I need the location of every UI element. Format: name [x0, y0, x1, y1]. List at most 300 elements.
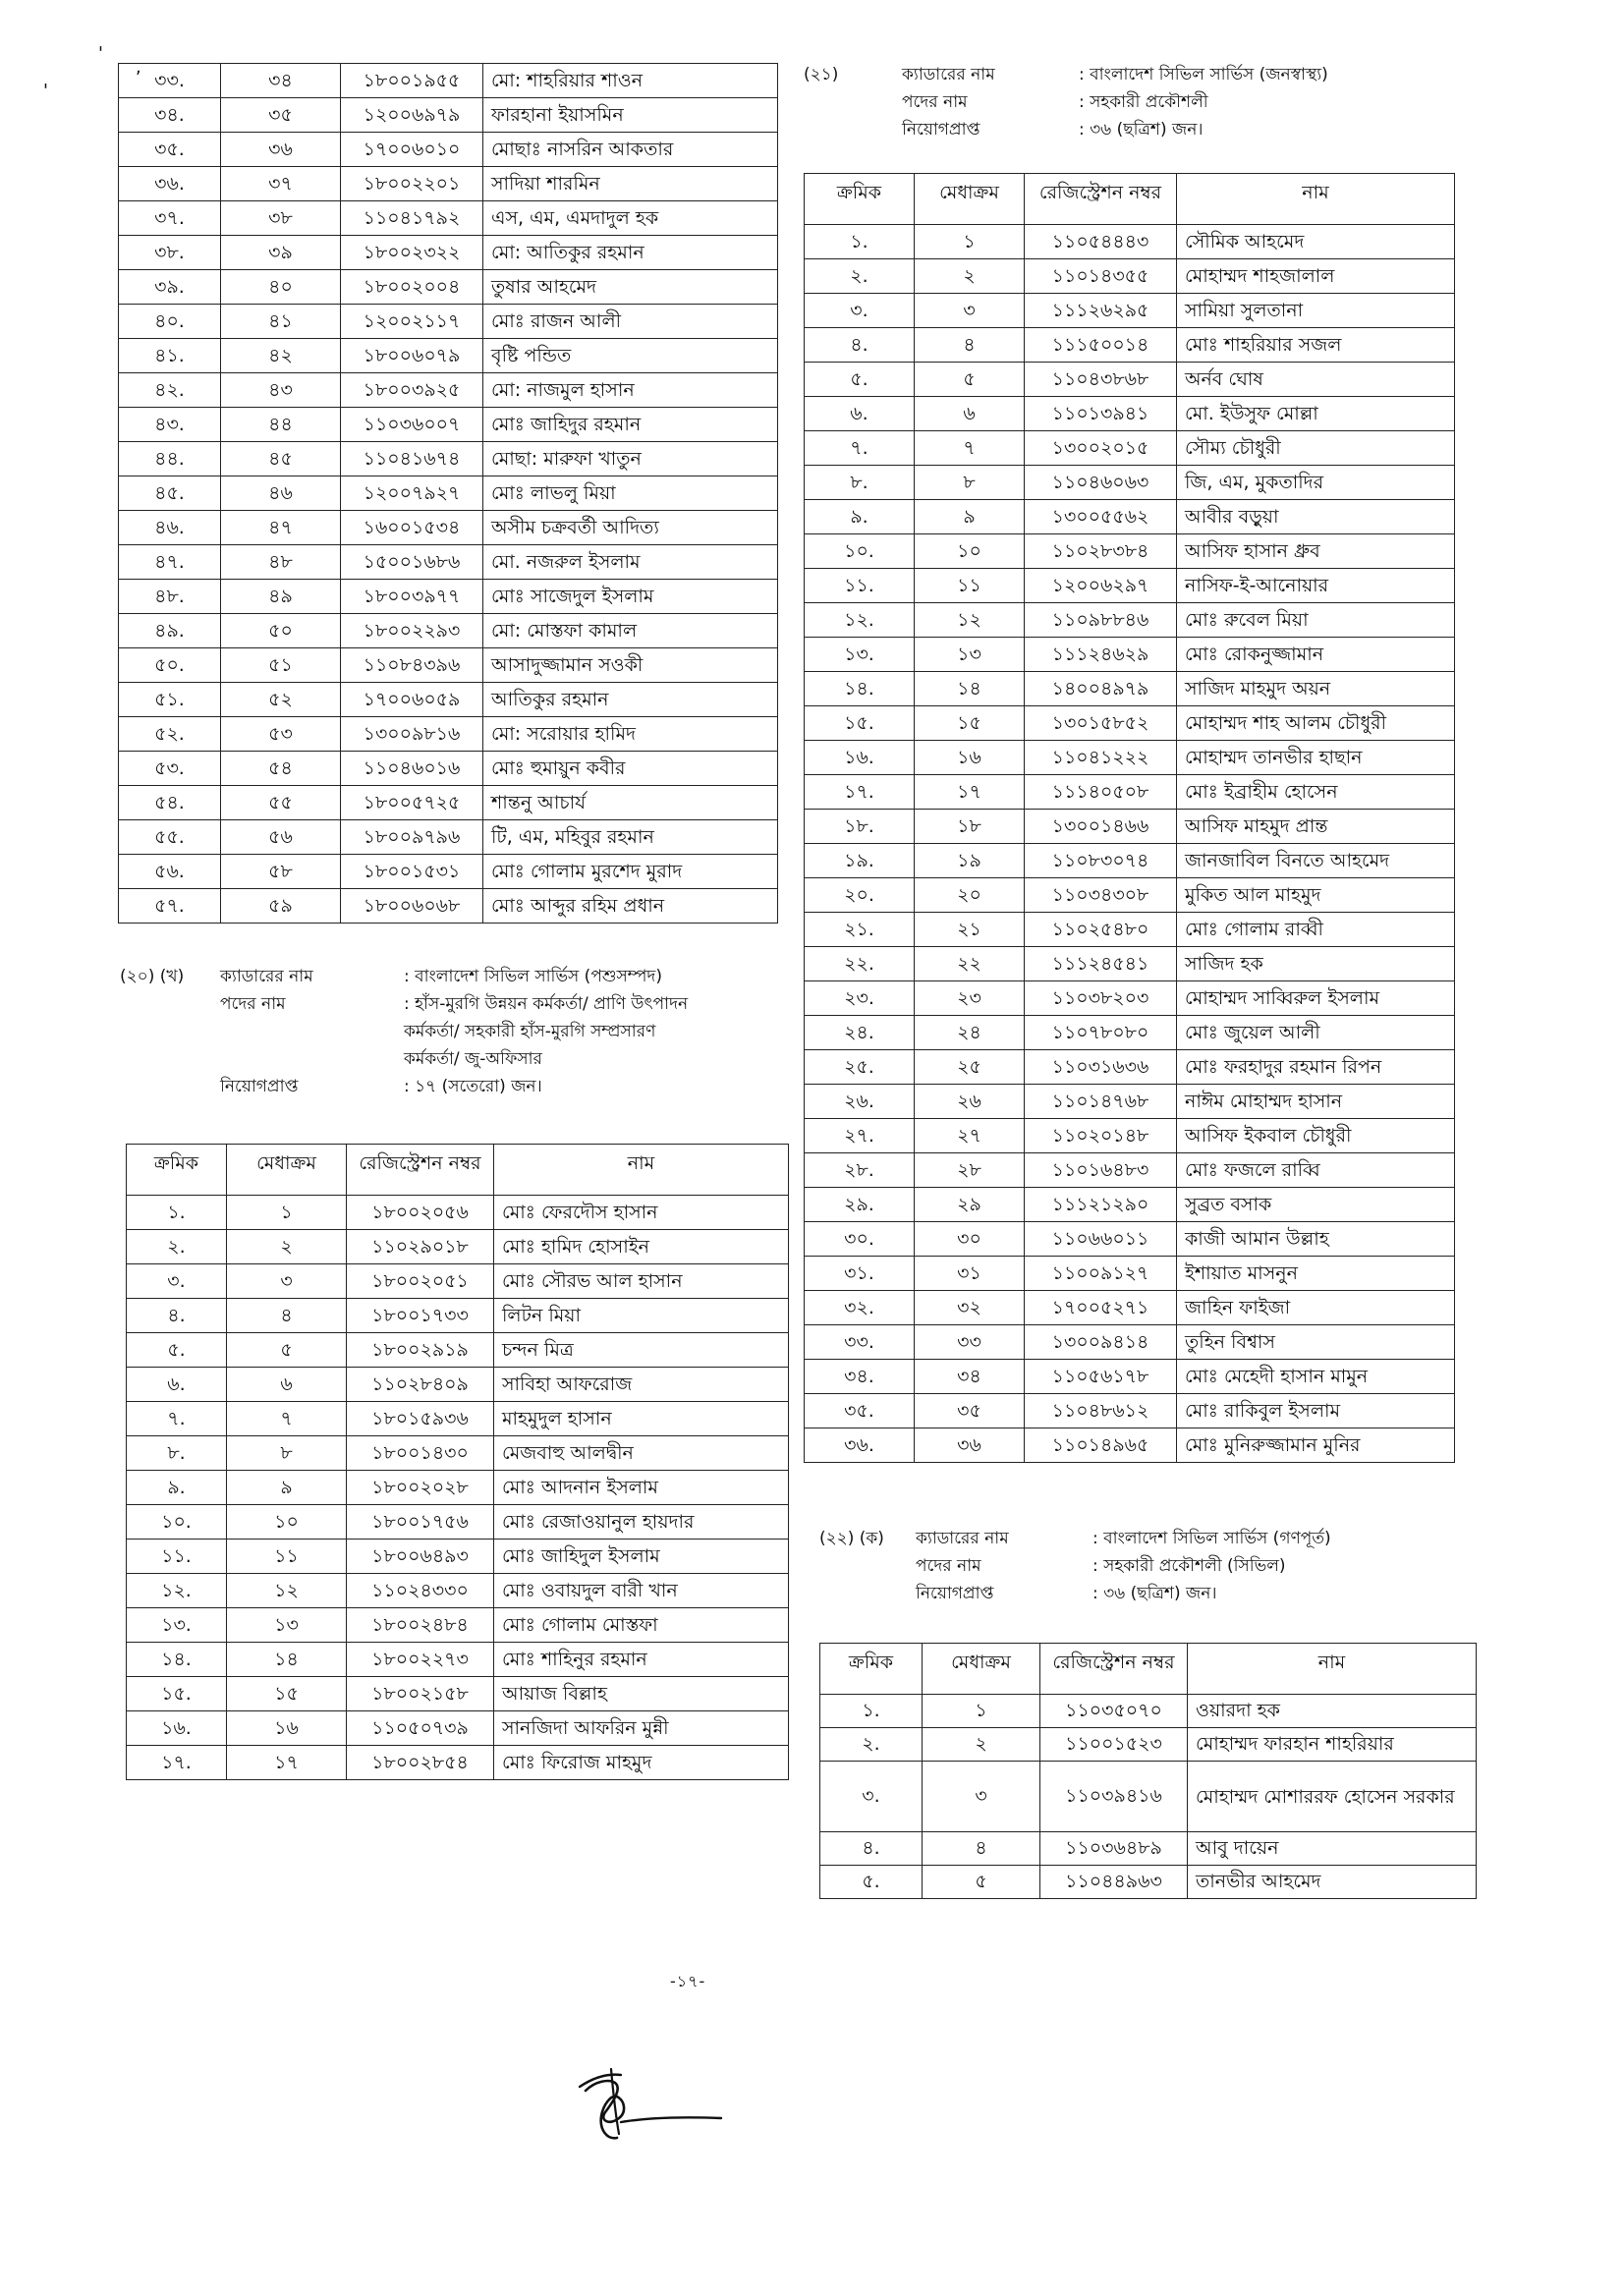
name-cell: আয়াজ বিল্লাহ — [494, 1677, 789, 1711]
serial-cell: ৩৬. — [119, 167, 221, 201]
serial-cell: ৮. — [805, 466, 915, 500]
merit-cell: ১২ — [227, 1574, 347, 1608]
serial-cell: ২৩. — [805, 981, 915, 1016]
serial-cell: ২৮. — [805, 1153, 915, 1188]
merit-cell: ৭ — [227, 1402, 347, 1436]
name-cell: মোহাম্মদ শাহজালাল — [1177, 259, 1455, 294]
registration-cell: ১৪০০৪৯৭৯ — [1025, 672, 1177, 706]
value-cadre: : বাংলাদেশ সিভিল সার্ভিস (পশুসম্পদ) — [404, 967, 662, 986]
name-cell: টি, এম, মহিবুর রহমান — [483, 820, 778, 855]
table-row — [127, 1608, 789, 1643]
merit-cell: ৪৮ — [221, 545, 341, 580]
merit-cell: ৯ — [915, 500, 1025, 534]
table-row — [119, 648, 778, 683]
registration-cell: ১১০১৬৪৮৩ — [1025, 1153, 1177, 1188]
table-row — [805, 1394, 1455, 1428]
merit-cell: ৩ — [923, 1762, 1040, 1832]
table-row — [119, 133, 778, 167]
table-row — [805, 844, 1455, 878]
name-cell: মো: সরোয়ার হামিদ — [483, 717, 778, 752]
table-row — [805, 1016, 1455, 1050]
name-cell: আসিফ হাসান ধ্রুব — [1177, 534, 1455, 569]
registration-cell: ১২০০৭৯২৭ — [341, 476, 483, 511]
serial-cell: ১৩. — [127, 1608, 227, 1643]
serial-cell: ১. — [127, 1196, 227, 1230]
serial-cell: ৪৬. — [119, 511, 221, 545]
merit-cell: ৮ — [915, 466, 1025, 500]
name-cell: লিটন মিয়া — [494, 1299, 789, 1333]
name-cell: মোঃ মেহেদী হাসান মামুন — [1177, 1360, 1455, 1394]
merit-cell: ১৪ — [227, 1643, 347, 1677]
table-s21 — [804, 173, 1455, 1463]
merit-cell: ২৪ — [915, 1016, 1025, 1050]
table-row — [805, 775, 1455, 810]
registration-cell: ১৮০০২১৫৮ — [347, 1677, 494, 1711]
serial-cell: ২. — [805, 259, 915, 294]
merit-cell: ৩৬ — [915, 1428, 1025, 1463]
table-row — [805, 706, 1455, 741]
merit-cell: ১৯ — [915, 844, 1025, 878]
serial-cell: ৪. — [127, 1299, 227, 1333]
value-post-1: : হাঁস-মুরগি উন্নয়ন কর্মকর্তা/ প্রাণি উৎপাদন — [404, 994, 689, 1014]
name-cell: সুব্রত বসাক — [1177, 1188, 1455, 1222]
name-cell: মোঃ গোলাম মোস্তফা — [494, 1608, 789, 1643]
merit-cell: ১ — [227, 1196, 347, 1230]
name-cell: অসীম চক্রবর্তী আদিত্য — [483, 511, 778, 545]
serial-cell: ৩৫. — [805, 1394, 915, 1428]
table-row — [119, 717, 778, 752]
name-cell: মোঃ জুয়েল আলী — [1177, 1016, 1455, 1050]
name-cell: আতিকুর রহমান — [483, 683, 778, 717]
table-row — [119, 305, 778, 339]
merit-cell: ১১ — [915, 569, 1025, 603]
name-cell: সাদিয়া শারমিন — [483, 167, 778, 201]
registration-cell: ১১১২৪৬২৯ — [1025, 638, 1177, 672]
serial-cell: ৫২. — [119, 717, 221, 752]
name-cell: তানভীর আহমেদ — [1188, 1866, 1477, 1899]
name-cell: মো. নজরুল ইসলাম — [483, 545, 778, 580]
registration-cell: ১৮০০২০৫৬ — [347, 1196, 494, 1230]
registration-cell: ১৫০০১৬৮৬ — [341, 545, 483, 580]
serial-cell: ৬. — [805, 397, 915, 431]
registration-cell: ১১০৪৬০১৬ — [341, 752, 483, 786]
registration-cell: ১১০৪১৭৯২ — [341, 201, 483, 236]
registration-cell: ১২০০২১১৭ — [341, 305, 483, 339]
merit-cell: ৩৫ — [221, 98, 341, 133]
serial-cell: ১. — [805, 225, 915, 259]
name-cell: ফারহানা ইয়াসমিন — [483, 98, 778, 133]
registration-cell: ১৮০০১৭৩৩ — [347, 1299, 494, 1333]
registration-cell: ১১০৮৩০৭৪ — [1025, 844, 1177, 878]
table-row — [805, 259, 1455, 294]
table-row — [805, 1428, 1455, 1463]
label-cadre: ক্যাডারের নাম — [220, 967, 313, 986]
table-row — [119, 820, 778, 855]
name-cell: জানজাবিল বিনতে আহমেদ — [1177, 844, 1455, 878]
registration-cell: ১৩০০৫৫৬২ — [1025, 500, 1177, 534]
merit-cell: ৩৬ — [221, 133, 341, 167]
serial-cell: ৯. — [127, 1471, 227, 1505]
merit-cell: ২১ — [915, 913, 1025, 947]
registration-cell: ১১০১৪৯৬৫ — [1025, 1428, 1177, 1463]
column-header: ক্রমিক — [820, 1644, 923, 1695]
registration-cell: ১৮০০১৯৫৫ — [341, 64, 483, 98]
table-row — [805, 741, 1455, 775]
serial-cell: ২৪. — [805, 1016, 915, 1050]
serial-cell: ৫০. — [119, 648, 221, 683]
merit-cell: ৪ — [227, 1299, 347, 1333]
merit-cell: ৫৮ — [221, 855, 341, 889]
serial-cell: ১৫. — [127, 1677, 227, 1711]
table-row — [127, 1436, 789, 1471]
table-row — [119, 855, 778, 889]
registration-cell: ১৩০০২০১৫ — [1025, 431, 1177, 466]
registration-cell: ১৭০০৬০৫৯ — [341, 683, 483, 717]
table-row — [805, 1188, 1455, 1222]
registration-cell: ১১০৩৬৪৮৯ — [1040, 1832, 1188, 1866]
merit-cell: ৪ — [915, 328, 1025, 363]
table-row — [119, 64, 778, 98]
merit-cell: ৫৪ — [221, 752, 341, 786]
name-cell: মোঃ লাভলু মিয়া — [483, 476, 778, 511]
serial-cell: ১৫. — [805, 706, 915, 741]
registration-cell: ১১০৮৪৩৯৬ — [341, 648, 483, 683]
registration-cell: ১১১২১২৯০ — [1025, 1188, 1177, 1222]
name-cell: সানজিদা আফরিন মুন্নী — [494, 1711, 789, 1746]
registration-cell: ১৮০০১৭৫৬ — [347, 1505, 494, 1540]
table-row — [119, 580, 778, 614]
column-header: ক্রমিক — [127, 1145, 227, 1196]
table-row — [805, 638, 1455, 672]
table-row — [127, 1230, 789, 1264]
name-cell: আসিফ মাহমুদ প্রান্ত — [1177, 810, 1455, 844]
table-row — [805, 1291, 1455, 1325]
table-row — [119, 373, 778, 408]
registration-cell: ১৮০০২২৯৩ — [341, 614, 483, 648]
name-cell: মোহাম্মদ শাহ আলম চৌধুরী — [1177, 706, 1455, 741]
merit-cell: ৪১ — [221, 305, 341, 339]
serial-cell: ৫৪. — [119, 786, 221, 820]
table-row — [820, 1695, 1477, 1728]
table-row — [119, 511, 778, 545]
name-cell: মো: মোস্তফা কামাল — [483, 614, 778, 648]
table-row — [119, 201, 778, 236]
serial-cell: ৫৫. — [119, 820, 221, 855]
merit-cell: ২ — [915, 259, 1025, 294]
serial-cell: ২৯. — [805, 1188, 915, 1222]
serial-cell: ৪. — [820, 1832, 923, 1866]
registration-cell: ১৮০০৬০৭৯ — [341, 339, 483, 373]
registration-cell: ১৮০০২৩২২ — [341, 236, 483, 270]
registration-cell: ১১০৪১২২২ — [1025, 741, 1177, 775]
name-cell: মোঃ ফজলে রাব্বি — [1177, 1153, 1455, 1188]
merit-cell: ৩০ — [915, 1222, 1025, 1257]
name-cell: মেজবাহু আলদ্বীন — [494, 1436, 789, 1471]
merit-cell: ৫৬ — [221, 820, 341, 855]
table-row — [127, 1540, 789, 1574]
name-cell: মোঃ হুমায়ুন কবীর — [483, 752, 778, 786]
table-row — [119, 786, 778, 820]
registration-cell: ১১০৩৯৪১৬ — [1040, 1762, 1188, 1832]
name-cell: মুকিত আল মাহমুদ — [1177, 878, 1455, 913]
serial-cell: ৪২. — [119, 373, 221, 408]
name-cell: মো: শাহরিয়ার শাওন — [483, 64, 778, 98]
registration-cell: ১১০৩৬০০৭ — [341, 408, 483, 442]
merit-cell: ৫৯ — [221, 889, 341, 924]
name-cell: মোঃ রাজন আলী — [483, 305, 778, 339]
value-appointed: : ১৭ (সতেরো) জন। — [404, 1077, 542, 1096]
merit-cell: ৩৭ — [221, 167, 341, 201]
merit-cell: ৫২ — [221, 683, 341, 717]
merit-cell: ১৪ — [915, 672, 1025, 706]
registration-cell: ১১০৪৩৮৬৮ — [1025, 363, 1177, 397]
name-cell: আসিফ ইকবাল চৌধুরী — [1177, 1119, 1455, 1153]
registration-cell: ১৮০০২০২৮ — [347, 1471, 494, 1505]
value-post: : সহকারী প্রকৌশলী — [1079, 92, 1208, 112]
serial-cell: ৩৩. — [119, 64, 221, 98]
section-21-header — [804, 61, 1328, 143]
serial-cell: ২৭. — [805, 1119, 915, 1153]
name-cell: মোহাম্মদ মোশাররফ হোসেন সরকার — [1188, 1762, 1477, 1832]
table-row — [805, 1119, 1455, 1153]
registration-cell: ১৩০০৯৪১৪ — [1025, 1325, 1177, 1360]
value-post: : সহকারী প্রকৌশলী (সিভিল) — [1092, 1556, 1286, 1576]
registration-cell: ১১০৭৮০৮০ — [1025, 1016, 1177, 1050]
serial-cell: ২২. — [805, 947, 915, 981]
table-row — [119, 270, 778, 305]
registration-cell: ১১০৩৪৩০৮ — [1025, 878, 1177, 913]
serial-cell: ৩৮. — [119, 236, 221, 270]
name-cell: সৌমিক আহমেদ — [1177, 225, 1455, 259]
table-row — [805, 810, 1455, 844]
name-cell: তুষার আহমেদ — [483, 270, 778, 305]
registration-cell: ১৮০০৩৯২৫ — [341, 373, 483, 408]
name-cell: মোছা: মারুফা খাতুন — [483, 442, 778, 476]
registration-cell: ১৮০০২০০৪ — [341, 270, 483, 305]
table-row — [127, 1299, 789, 1333]
serial-cell: ১০. — [805, 534, 915, 569]
registration-cell: ১৮০১৫৯৩৬ — [347, 1402, 494, 1436]
serial-cell: ১১. — [127, 1540, 227, 1574]
table-row — [805, 1325, 1455, 1360]
registration-cell: ১১০৪১৬৭৪ — [341, 442, 483, 476]
merit-cell: ১৫ — [227, 1677, 347, 1711]
registration-cell: ১৮০০২২০১ — [341, 167, 483, 201]
table-row — [119, 167, 778, 201]
merit-cell: ৫০ — [221, 614, 341, 648]
merit-cell: ১৩ — [227, 1608, 347, 1643]
serial-cell: ৩৩. — [805, 1325, 915, 1360]
column-header: নাম — [494, 1145, 789, 1196]
table-row — [127, 1402, 789, 1436]
serial-cell: ৩১. — [805, 1257, 915, 1291]
table-row — [820, 1832, 1477, 1866]
table-row — [805, 878, 1455, 913]
serial-cell: ৮. — [127, 1436, 227, 1471]
table-row — [119, 98, 778, 133]
serial-cell: ১৬. — [805, 741, 915, 775]
merit-cell: ৪৬ — [221, 476, 341, 511]
name-cell: বৃষ্টি পন্ডিত — [483, 339, 778, 373]
serial-cell: ২৬. — [805, 1085, 915, 1119]
name-cell: মো: নাজমুল হাসান — [483, 373, 778, 408]
serial-cell: ৯. — [805, 500, 915, 534]
table-row — [127, 1471, 789, 1505]
serial-cell: ১৭. — [127, 1746, 227, 1780]
table-row — [805, 672, 1455, 706]
serial-cell: ৪৩. — [119, 408, 221, 442]
serial-cell: ৪৮. — [119, 580, 221, 614]
serial-cell: ১৭. — [805, 775, 915, 810]
table-header-row — [805, 174, 1455, 225]
registration-cell: ১৮০০২২৭৩ — [347, 1643, 494, 1677]
registration-cell: ১১০১৩৯৪১ — [1025, 397, 1177, 431]
name-cell: মোঃ আব্দুর রহিম প্রধান — [483, 889, 778, 924]
merit-cell: ১ — [923, 1695, 1040, 1728]
section-no: (২১) — [804, 65, 839, 84]
registration-cell: ১২০০৬২৯৭ — [1025, 569, 1177, 603]
table-row — [127, 1333, 789, 1368]
serial-cell: ৪৪. — [119, 442, 221, 476]
section-no: (২০) (খ) — [120, 967, 185, 986]
column-header: ক্রমিক — [805, 174, 915, 225]
scan-mark: ' — [98, 43, 103, 64]
serial-cell: ৩৬. — [805, 1428, 915, 1463]
value-appointed: : ৩৬ (ছত্রিশ) জন। — [1092, 1584, 1217, 1603]
name-cell: মোঃ ইব্রাহীম হোসেন — [1177, 775, 1455, 810]
registration-cell: ১৭০০৫২৭১ — [1025, 1291, 1177, 1325]
table-row — [127, 1368, 789, 1402]
table-row — [805, 328, 1455, 363]
serial-cell: ৩৪. — [805, 1360, 915, 1394]
table-row — [119, 476, 778, 511]
serial-cell: ৫. — [805, 363, 915, 397]
merit-cell: ৫ — [915, 363, 1025, 397]
serial-cell: ২. — [127, 1230, 227, 1264]
table-row — [805, 1153, 1455, 1188]
registration-cell: ১১০২৮৪০৯ — [347, 1368, 494, 1402]
serial-cell: ৪১. — [119, 339, 221, 373]
serial-cell: ৩. — [127, 1264, 227, 1299]
name-cell: মোঃ গোলাম মুরশেদ মুরাদ — [483, 855, 778, 889]
registration-cell: ১৮০০২৪৮৪ — [347, 1608, 494, 1643]
merit-cell: ৪০ — [221, 270, 341, 305]
serial-cell: ৬. — [127, 1368, 227, 1402]
registration-cell: ১১০৩৫০৭০ — [1040, 1695, 1188, 1728]
name-cell: জাহিন ফাইজা — [1177, 1291, 1455, 1325]
label-cadre: ক্যাডারের নাম — [902, 65, 995, 84]
registration-cell: ১১০০৯১২৭ — [1025, 1257, 1177, 1291]
serial-cell: ৪৯. — [119, 614, 221, 648]
merit-cell: ৩৯ — [221, 236, 341, 270]
serial-cell: ৫. — [127, 1333, 227, 1368]
registration-cell: ১১০২৮৩৮৪ — [1025, 534, 1177, 569]
registration-cell: ১৮০০২৯১৯ — [347, 1333, 494, 1368]
table-row — [820, 1728, 1477, 1762]
serial-cell: ৫. — [820, 1866, 923, 1899]
merit-cell: ১৬ — [915, 741, 1025, 775]
name-cell: সাজিদ হক — [1177, 947, 1455, 981]
merit-cell: ২৫ — [915, 1050, 1025, 1085]
table-header-row — [820, 1644, 1477, 1695]
column-header: নাম — [1177, 174, 1455, 225]
serial-cell: ৩২. — [805, 1291, 915, 1325]
merit-cell: ৪৪ — [221, 408, 341, 442]
serial-cell: ২০. — [805, 878, 915, 913]
serial-cell: ৫৬. — [119, 855, 221, 889]
serial-cell: ৪০. — [119, 305, 221, 339]
merit-cell: ১০ — [915, 534, 1025, 569]
name-cell: মোহাম্মদ সাব্বিরুল ইসলাম — [1177, 981, 1455, 1016]
name-cell: মোঃ জাহিদুর রহমান — [483, 408, 778, 442]
serial-cell: ৩৫. — [119, 133, 221, 167]
merit-cell: ৪২ — [221, 339, 341, 373]
merit-cell: ১৭ — [227, 1746, 347, 1780]
registration-cell: ১৮০০১৫৩১ — [341, 855, 483, 889]
merit-cell: ৮ — [227, 1436, 347, 1471]
name-cell: মোহাম্মদ ফারহান শাহরিয়ার — [1188, 1728, 1477, 1762]
table-row — [127, 1505, 789, 1540]
registration-cell: ১১০৩৮২০৩ — [1025, 981, 1177, 1016]
merit-cell: ২২ — [915, 947, 1025, 981]
column-header: রেজিস্ট্রেশন নম্বর — [1025, 174, 1177, 225]
label-post: পদের নাম — [220, 994, 286, 1014]
serial-cell: ৩. — [805, 294, 915, 328]
serial-cell: ১৩. — [805, 638, 915, 672]
merit-cell: ২ — [923, 1728, 1040, 1762]
name-cell: মোঃ মুনিরুজ্জামান মুনির — [1177, 1428, 1455, 1463]
registration-cell: ১১১২৬২৯৫ — [1025, 294, 1177, 328]
serial-cell: ৫৭. — [119, 889, 221, 924]
merit-cell: ৪৭ — [221, 511, 341, 545]
column-header: রেজিস্ট্রেশন নম্বর — [347, 1145, 494, 1196]
registration-cell: ১৭০০৬০১০ — [341, 133, 483, 167]
section-no: (২২) (ক) — [819, 1529, 884, 1548]
signature — [566, 2061, 733, 2154]
merit-cell: ৩৩ — [915, 1325, 1025, 1360]
name-cell: সামিয়া সুলতানা — [1177, 294, 1455, 328]
table-row — [805, 363, 1455, 397]
serial-cell: ১৯. — [805, 844, 915, 878]
name-cell: ওয়ারদা হক — [1188, 1695, 1477, 1728]
merit-cell: ৩৮ — [221, 201, 341, 236]
name-cell: ইশায়াত মাসনুন — [1177, 1257, 1455, 1291]
registration-cell: ১১০৬৬০১১ — [1025, 1222, 1177, 1257]
name-cell: তুহিন বিশ্বাস — [1177, 1325, 1455, 1360]
table-row — [119, 442, 778, 476]
table-row — [820, 1762, 1477, 1832]
table-header-row — [127, 1145, 789, 1196]
table-row — [805, 225, 1455, 259]
merit-cell: ১৩ — [915, 638, 1025, 672]
serial-cell: ৩৭. — [119, 201, 221, 236]
table-row — [127, 1711, 789, 1746]
name-cell: জি, এম, মুকতাদির — [1177, 466, 1455, 500]
merit-cell: ১৬ — [227, 1711, 347, 1746]
name-cell: মোঃ শাহিনুর রহমান — [494, 1643, 789, 1677]
name-cell: কাজী আমান উল্লাহ — [1177, 1222, 1455, 1257]
table-row — [805, 431, 1455, 466]
name-cell: মোঃ জাহিদুল ইসলাম — [494, 1540, 789, 1574]
column-header: মেধাক্রম — [923, 1644, 1040, 1695]
name-cell: মো. ইউসুফ মোল্লা — [1177, 397, 1455, 431]
value-cadre: : বাংলাদেশ সিভিল সার্ভিস (জনস্বাস্থ্য) — [1079, 65, 1328, 84]
table-row — [119, 545, 778, 580]
registration-cell: ১৮০০৩৯৭৭ — [341, 580, 483, 614]
table-cont — [118, 63, 778, 924]
section-22-header — [819, 1525, 1331, 1607]
name-cell: মোঃ রোকনুজ্জামান — [1177, 638, 1455, 672]
